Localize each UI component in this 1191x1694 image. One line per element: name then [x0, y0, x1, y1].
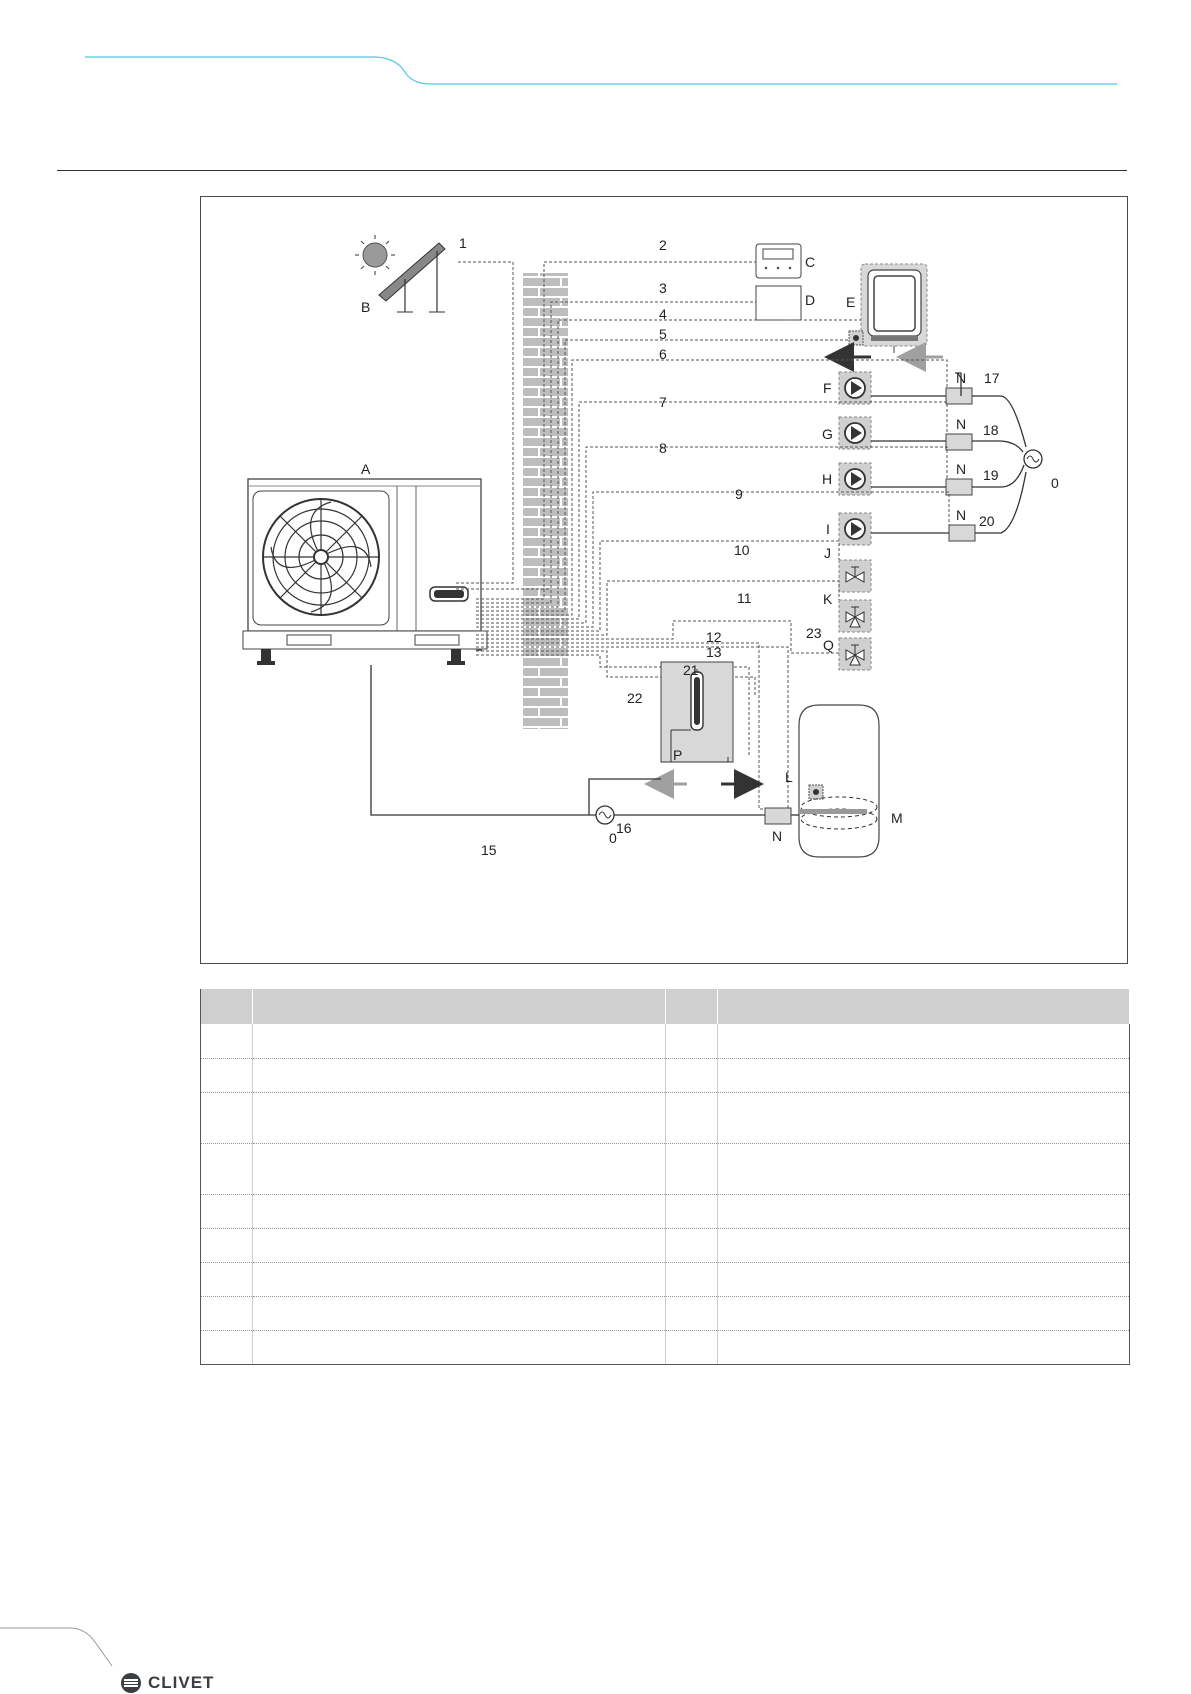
legend-header-cell — [253, 989, 666, 1024]
table-cell — [666, 1296, 718, 1330]
label-line-22: 22 — [627, 690, 643, 706]
sensor-box — [946, 434, 972, 450]
table-cell — [718, 1228, 1130, 1262]
wired-controller — [756, 244, 801, 278]
table-cell — [718, 1330, 1130, 1364]
three-way-valve-icon — [839, 600, 871, 632]
sensor-box — [949, 525, 975, 541]
label-component-n: N — [956, 461, 967, 477]
table-cell — [666, 1058, 718, 1092]
label-line-13: 13 — [706, 644, 722, 660]
label-line-12: 12 — [706, 629, 722, 645]
label-component-j: J — [824, 545, 831, 561]
label-component-a: A — [361, 461, 371, 477]
table-cell — [253, 1296, 666, 1330]
table-cell — [718, 1143, 1130, 1194]
label-component-f: F — [823, 380, 832, 396]
boiler-temperature-sensor — [849, 331, 863, 345]
table-cell — [201, 1024, 253, 1058]
table-cell — [253, 1262, 666, 1296]
table-cell — [201, 1262, 253, 1296]
legend-header-cell — [718, 989, 1130, 1024]
label-component-c: C — [805, 254, 816, 270]
label-line-7: 7 — [659, 394, 667, 410]
label-component-e: E — [846, 294, 856, 310]
table-cell — [666, 1024, 718, 1058]
table-cell — [253, 1092, 666, 1143]
table-cell — [201, 1092, 253, 1143]
table-cell — [666, 1262, 718, 1296]
table-cell — [201, 1228, 253, 1262]
label-component-n: N — [772, 828, 783, 844]
label-line-20: 20 — [979, 513, 995, 529]
table-cell — [201, 1194, 253, 1228]
installation-diagram — [200, 196, 1128, 964]
legend-header-cell — [201, 989, 253, 1024]
label-line-8: 8 — [659, 440, 667, 456]
table-row — [201, 1262, 1130, 1296]
label-line-4: 4 — [659, 306, 667, 322]
label-component-n: N — [956, 507, 967, 523]
table-cell — [253, 1228, 666, 1262]
sensor-box — [946, 479, 972, 495]
table-cell — [253, 1330, 666, 1364]
table-cell — [666, 1194, 718, 1228]
label-line-23: 23 — [806, 625, 822, 641]
table-cell — [666, 1143, 718, 1194]
label-line-3: 3 — [659, 280, 667, 296]
table-row — [201, 1296, 1130, 1330]
table-cell — [253, 1143, 666, 1194]
label-line-15: 15 — [481, 842, 497, 858]
label-line-9: 9 — [735, 486, 743, 502]
table-cell — [718, 1194, 1130, 1228]
label-line-21: 21 — [683, 662, 699, 678]
table-row — [201, 1194, 1130, 1228]
table-cell — [253, 1058, 666, 1092]
pump-icon — [839, 372, 871, 404]
brick-wall — [523, 273, 568, 729]
brand-name: CLIVET — [148, 1673, 215, 1692]
outdoor-heat-pump-unit — [243, 479, 487, 665]
label-component-b: B — [361, 299, 371, 315]
label-component-k: K — [823, 591, 833, 607]
label-component-h: H — [822, 471, 833, 487]
table-cell — [201, 1296, 253, 1330]
label-line-19: 19 — [983, 467, 999, 483]
table-cell — [253, 1024, 666, 1058]
table-cell — [253, 1194, 666, 1228]
section-rule — [57, 170, 1127, 171]
external-device-box — [756, 286, 801, 320]
table-row — [201, 1228, 1130, 1262]
table-cell — [666, 1092, 718, 1143]
label-line-10: 10 — [734, 542, 750, 558]
pump-icon — [839, 513, 871, 545]
label-component-g: G — [822, 426, 833, 442]
table-cell — [718, 1024, 1130, 1058]
pump-icon — [839, 417, 871, 449]
brand-logo — [120, 1672, 214, 1694]
table-cell — [666, 1228, 718, 1262]
table-cell — [718, 1262, 1130, 1296]
table-row — [201, 1092, 1130, 1143]
domestic-hot-water-tank — [799, 705, 879, 857]
sensor-box — [765, 808, 791, 824]
valve-icon — [839, 560, 871, 592]
table-cell — [718, 1092, 1130, 1143]
label-component-l: L — [785, 769, 793, 785]
table-row — [201, 1330, 1130, 1364]
header-accent-line — [0, 0, 1191, 100]
label-line-6: 6 — [659, 346, 667, 362]
label-component-n: N — [956, 416, 967, 432]
legend-header-cell — [666, 989, 718, 1024]
label-circulator: 0 — [609, 830, 617, 846]
table-row — [201, 1058, 1130, 1092]
pump-icon — [839, 463, 871, 495]
label-component-p: P — [673, 747, 683, 763]
label-line-2: 2 — [659, 237, 667, 253]
label-line-18: 18 — [983, 422, 999, 438]
three-way-valve-icon — [839, 638, 871, 670]
label-line-1: 1 — [459, 235, 467, 251]
legend-header-row — [201, 989, 1130, 1024]
legend-table — [200, 989, 1130, 1365]
table-cell — [718, 1058, 1130, 1092]
table-cell — [718, 1296, 1130, 1330]
label-line-17: 17 — [984, 370, 1000, 386]
table-row — [201, 1024, 1130, 1058]
label-component-m: M — [891, 810, 903, 826]
clivet-logo-icon — [120, 1672, 142, 1694]
table-cell — [666, 1330, 718, 1364]
sensor-box — [946, 388, 972, 404]
boiler — [861, 264, 927, 353]
label-component-d: D — [805, 292, 816, 308]
label-component-n: N — [956, 370, 967, 386]
table-cell — [201, 1058, 253, 1092]
label-line-11: 11 — [737, 590, 752, 606]
sun-icon — [363, 243, 387, 267]
label-line-5: 5 — [659, 326, 667, 342]
label-component-i: I — [826, 521, 830, 537]
label-component-q: Q — [823, 637, 834, 653]
label-line-16: 16 — [616, 820, 632, 836]
label-circulator: 0 — [1051, 475, 1059, 491]
table-cell — [201, 1330, 253, 1364]
table-row — [201, 1143, 1130, 1194]
table-cell — [201, 1143, 253, 1194]
